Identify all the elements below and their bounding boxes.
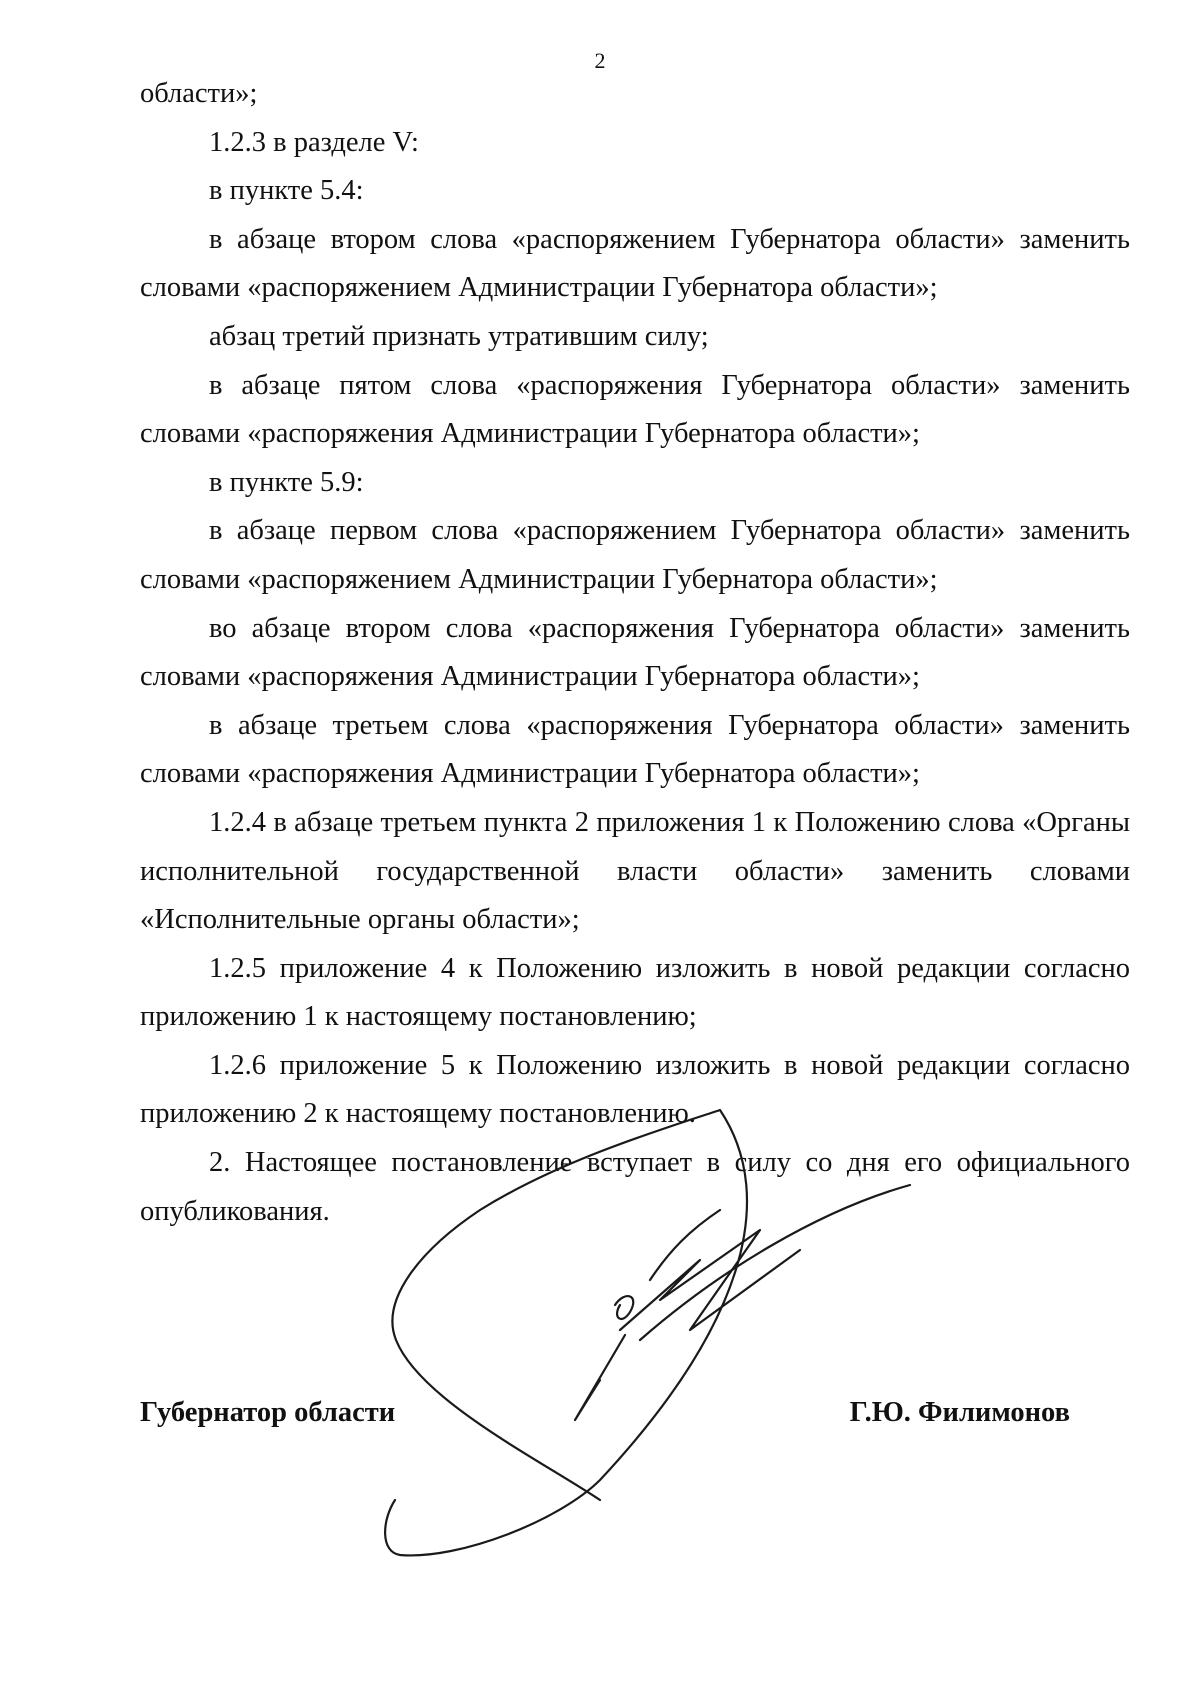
- paragraph-6: в абзаце пятом слова «распоряжения Губернатора области» заменить словами «распоряжения Администрации Губернатора области»;: [140, 369, 1130, 450]
- paragraph-10: в абзаце третьем слова «распоряжения Губернатора области» заменить словами «распоряжения Администрации Губернатора области»;: [140, 709, 1130, 790]
- paragraph-5: абзац третий признать утратившим силу;: [209, 320, 709, 352]
- paragraph-14: 2. Настоящее постановление вступает в силу со дня его официального опубликования.: [140, 1147, 1130, 1227]
- document-body: [140, 70, 1130, 1236]
- paragraph-11: 1.2.4 в абзаце третьем пункта 2 приложения 1 к Положению слова «Органы исполнительной государственной власти области» заменить словами «Исполнительные органы области»;: [140, 806, 1130, 936]
- paragraph-8: в абзаце первом слова «распоряжением Губернатора области» заменить словами «распоряжением Администрации Губернатора области»;: [140, 515, 1130, 595]
- paragraph-9: во абзаце втором слова «распоряжения Губернатора области» заменить словами «распоряжения Администрации Губернатора области»;: [140, 612, 1130, 693]
- paragraph-4: в абзаце втором слова «распоряжением Губернатора области» заменить словами «распоряжением Администрации Губернатора области»;: [140, 223, 1130, 304]
- paragraph-2: 1.2.3 в разделе V:: [209, 126, 419, 158]
- signatory-name: Г.Ю. Филимонов: [849, 1397, 1070, 1428]
- paragraph-12: 1.2.5 приложение 4 к Положению изложить в новой редакции согласно приложению 1 к настоящему постановлению;: [140, 952, 1130, 1033]
- signatory-position: Губернатор области: [140, 1397, 396, 1428]
- paragraph-1: области»;: [140, 78, 258, 109]
- paragraph-3: в пункте 5.4:: [209, 175, 364, 207]
- paragraph-13: 1.2.6 приложение 5 к Положению изложить в новой редакции согласно приложению 2 к настоящему постановлению.: [140, 1049, 1130, 1130]
- page-number: 2: [594, 48, 606, 73]
- paragraph-7: в пункте 5.9:: [209, 466, 364, 498]
